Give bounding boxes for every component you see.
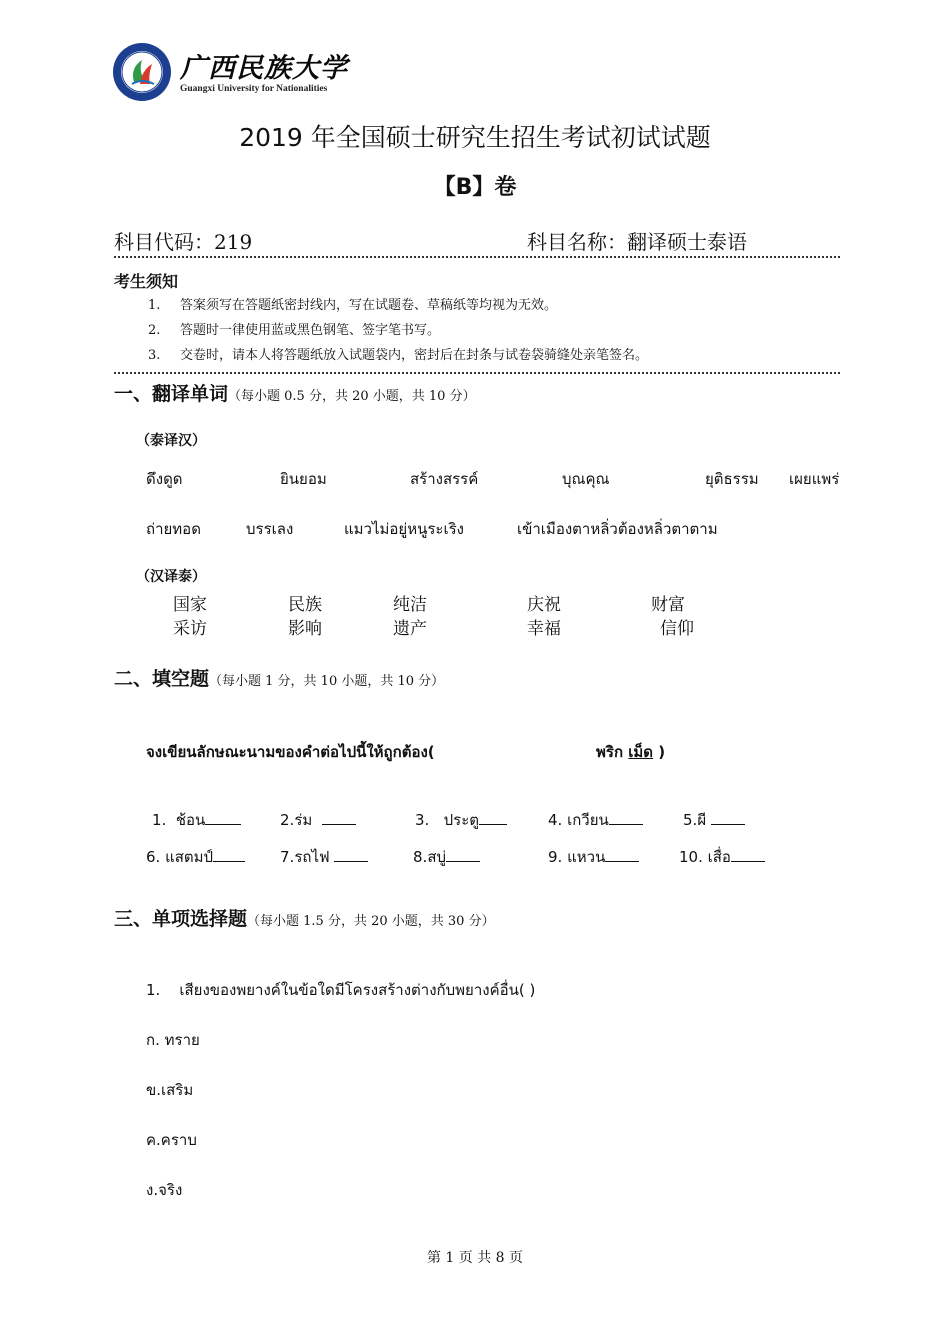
thai-word: เข้าเมืองตาหลิ่วต้องหลิ่วตาตาม [517,520,718,538]
university-name-cn: 广西民族大学 [180,53,348,84]
fill-item: 5.ผี [683,808,745,832]
cn-word: 信仰 [660,619,694,639]
section-3-heading: 三、单项选择题（每小题 1.5 分，共 20 小题，共 30 分） [114,908,495,930]
divider [114,256,840,258]
notice-item: 2. 答题时一律使用蓝或黑色钢笔、签字笔书写。 [148,323,441,338]
option: ข.เสริม [146,1081,194,1099]
thai-word: ยุติธรรม [705,470,759,488]
university-logo [112,40,352,104]
fill-example: พริก เม็ด ) [596,743,666,761]
fill-item: 6. แสตมป์ [146,845,245,869]
divider [114,372,840,374]
section-2-heading: 二、填空题（每小题 1 分，共 10 小题，共 10 分） [114,668,445,690]
option: ค.คราบ [146,1131,197,1149]
cn-word: 纯洁 [393,595,427,615]
notice-heading: 考生须知 [114,272,179,291]
cn-word: 国家 [173,595,207,615]
paper-label: 【B】卷 [433,175,517,200]
cn-word: 影响 [288,619,322,639]
thai-word: สร้างสรรค์ [410,470,479,488]
thai-word: ยินยอม [280,470,327,488]
thai-word: ดึงดูด [146,470,183,488]
subject-name: 科目名称：翻译硕士泰语 [527,230,747,254]
question-1: 1. เสียงของพยางค์ในข้อใดมีโครงสร้างต่างกับพยางค์อื่น( ) [146,981,536,999]
fill-item: 8.สบู่ [413,845,480,869]
thai-word: บรรเลง [246,520,294,538]
cn-word: 民族 [288,595,322,615]
fill-instruction: จงเขียนลักษณะนามของคำต่อไปนี้ให้ถูกต้อง( [146,743,435,761]
fill-item: 10. เสื่อ [679,845,765,869]
exam-title: 2019 年全国硕士研究生招生考试初试试题 [239,123,711,152]
thai-word: แมวไม่อยู่หนูระเริง [344,520,464,538]
thai-word: ถ่ายทอด [146,520,201,538]
page-number: 第 1 页 共 8 页 [426,1250,524,1266]
section-1-heading: 一、翻译单词（每小题 0.5 分，共 20 小题，共 10 分） [114,383,476,405]
fill-item: 7.รถไฟ [280,845,368,869]
option: ก. ทราย [146,1031,200,1049]
cn-to-thai-label: （汉译泰） [136,569,206,585]
cn-word: 幸福 [527,619,561,639]
fill-item: 9. แหวน [548,845,639,869]
fill-item: 4. เกวียน [548,808,643,832]
cn-word: 采访 [173,619,207,639]
fill-item: 2.ร่ม [280,808,356,832]
thai-word: บุณคุณ [562,470,610,488]
subject-code: 科目代码：219 [114,230,253,254]
university-emblem-icon [112,42,172,102]
cn-word: 庆祝 [527,595,561,615]
thai-to-cn-label: （泰译汉） [136,433,206,449]
cn-word: 遗产 [393,619,427,639]
fill-item: 3. ประตู [415,808,507,832]
notice-item: 3. 交卷时，请本人将答题纸放入试题袋内，密封后在封条与试卷袋骑缝处亲笔签名。 [148,348,649,363]
option: ง.จริง [146,1181,183,1199]
notice-item: 1. 答案须写在答题纸密封线内，写在试题卷、草稿纸等均视为无效。 [148,298,558,313]
thai-word: เผยแพร่ [789,470,840,488]
fill-item: 1. ช้อน [152,808,241,832]
university-name-en: Guangxi University for Nationalities [180,84,328,94]
cn-word: 财富 [651,595,685,615]
